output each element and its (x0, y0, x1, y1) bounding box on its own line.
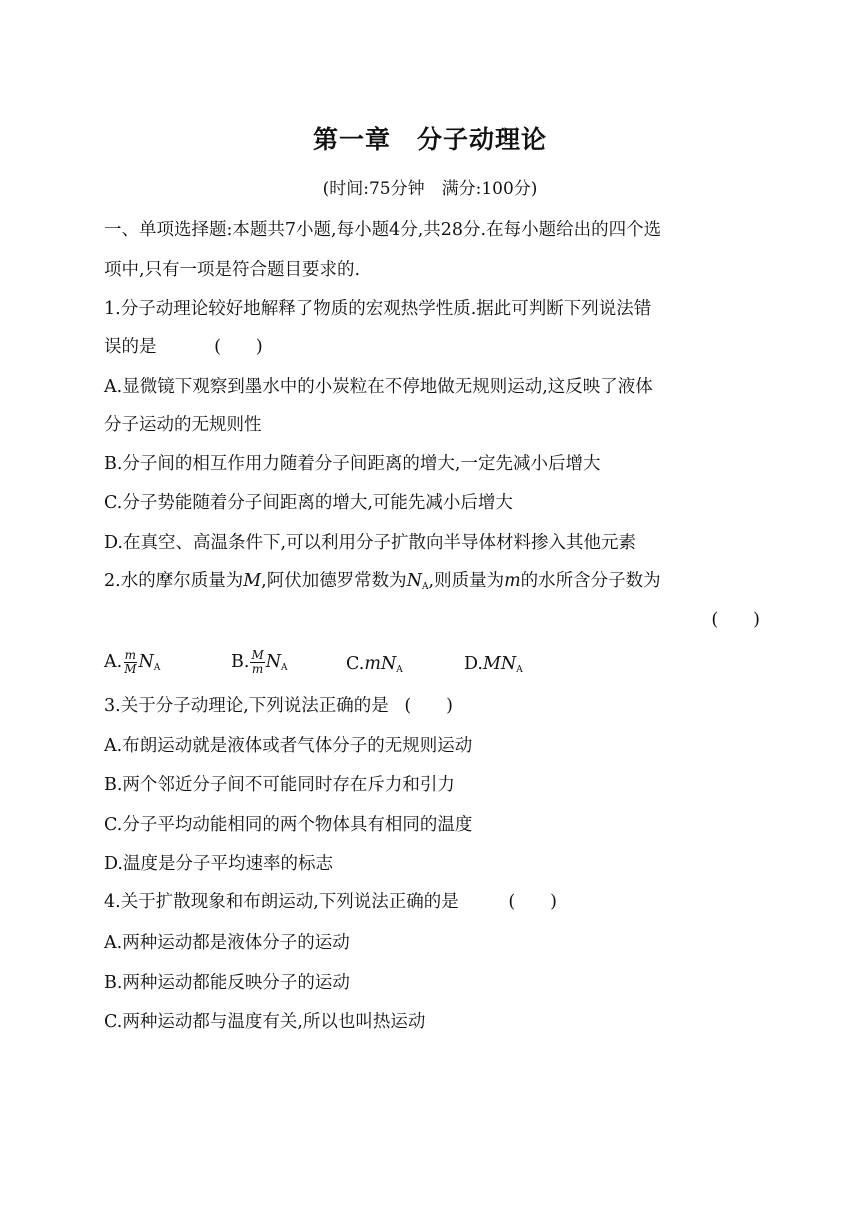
q2-answer-paren: ( ) (711, 610, 760, 630)
q2-option-d-m: M (482, 654, 501, 674)
q4-answer-paren: ( ) (508, 892, 557, 912)
q4-option-b: B.两种运动都能反映分子的运动 (104, 973, 350, 993)
q2-stem-part3: ,则质量为 (428, 571, 505, 591)
q2-option-b-fraction (250, 649, 264, 676)
q4-option-a: A.两种运动都是液体分子的运动 (104, 933, 350, 953)
q2-option-a-label: A. (104, 652, 123, 672)
q1-option-a-line2: 分子运动的无规则性 (104, 415, 262, 435)
q2-option-d-n: N (500, 654, 517, 674)
q2-option-a-sub: A (153, 663, 161, 673)
q2-option-a-n: N (138, 652, 154, 672)
q2-stem-part2: ,阿伏加德罗常数为 (261, 571, 407, 591)
chapter-title: 第一章 分子动理论 (312, 125, 547, 154)
q2-option-d-sub: A (516, 665, 523, 675)
q2-option-c-label: C. (346, 654, 365, 674)
q2-var-molar-mass: M (243, 571, 262, 591)
q2-option-b-denominator: m (251, 662, 264, 676)
q2-option-c-n: N (380, 654, 397, 674)
q3-option-d: D.温度是分子平均速率的标志 (104, 854, 333, 874)
q1-option-a-line1: A.显微镜下观察到墨水中的小炭粒在不停地做无规则运动,这反映了液体 (104, 377, 653, 397)
q1-stem-line1: 1.分子动理论较好地解释了物质的宏观热学性质.据此可判断下列说法错 (104, 299, 652, 319)
q2-option-c-sub: A (396, 665, 403, 675)
section-header-line2: 项中,只有一项是符合题目要求的. (104, 260, 361, 280)
q4-stem: 4.关于扩散现象和布朗运动,下列说法正确的是 (104, 892, 459, 912)
q2-option-b-numerator: M (251, 648, 264, 662)
q2-option-c-m: m (364, 654, 381, 674)
q1-stem-end: 误的是 (104, 337, 157, 357)
q2-option-b-n: N (265, 652, 282, 672)
q1-option-c: C.分子势能随着分子间距离的增大,可能先减小后增大 (104, 493, 513, 513)
q2-option-b (231, 649, 288, 680)
q2-stem-part4: 的水所含分子数为 (520, 571, 661, 591)
q3-option-c: C.分子平均动能相同的两个物体具有相同的温度 (104, 815, 473, 835)
q1-option-d: D.在真空、高温条件下,可以利用分子扩散向半导体材料掺入其他元素 (104, 533, 637, 553)
q4-option-c: C.两种运动都与温度有关,所以也叫热运动 (104, 1012, 426, 1032)
q1-answer-paren: ( ) (214, 337, 263, 357)
q2-stem-part1: 2.水的摩尔质量为 (104, 571, 244, 591)
q2-option-a (104, 649, 160, 680)
q3-answer-paren: ( ) (404, 696, 453, 716)
q3-stem-row (104, 694, 760, 718)
q2-stem (104, 569, 760, 599)
section-header-line1: 一、单项选择题:本题共7小题,每小题4分,共28分.在每小题给出的四个选 (104, 220, 662, 240)
q2-option-d (464, 652, 523, 682)
q2-var-avogadro: N (406, 571, 422, 591)
q2-option-a-denominator: M (124, 662, 137, 676)
q4-stem-row (104, 890, 760, 914)
q2-option-a-numerator: m (124, 648, 137, 662)
exam-time-score: (时间:75分钟 满分:100分) (322, 179, 538, 199)
q2-var-avogadro-sub: A (422, 582, 429, 592)
q2-option-b-sub: A (281, 663, 288, 673)
q2-option-a-fraction (123, 649, 137, 676)
q2-var-mass: m (504, 571, 521, 591)
q2-option-d-label: D. (464, 654, 483, 674)
q1-option-b: B.分子间的相互作用力随着分子间距离的增大,一定先减小后增大 (104, 454, 601, 474)
q3-option-a: A.布朗运动就是液体或者气体分子的无规则运动 (104, 736, 473, 756)
q2-answer-paren-row (104, 608, 760, 632)
q3-stem: 3.关于分子动理论,下列说法正确的是 (104, 696, 389, 716)
q3-option-b: B.两个邻近分子间不可能同时存在斥力和引力 (104, 775, 455, 795)
q2-option-c (346, 652, 403, 682)
q2-option-b-label: B. (231, 652, 250, 672)
q1-stem-line2 (104, 335, 760, 359)
